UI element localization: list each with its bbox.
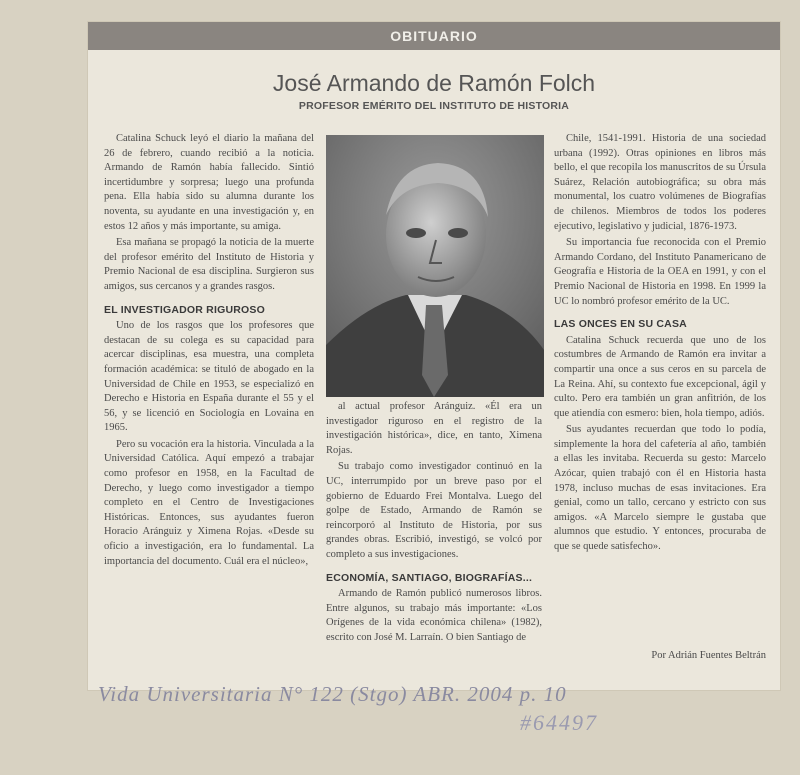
section-heading: ECONOMÍA, SANTIAGO, BIOGRAFÍAS...	[326, 571, 533, 584]
portrait-photo	[326, 135, 544, 397]
paragraph: Catalina Schuck recuerda que uno de los costumbres de Armando de Ramón era invitar a compartir una once a sus ceros en su parcela de La Reina. Ahí, su contexto fue excepcional, ágil y culto. Pero era también un gran anfitrión, de los que atiendía con esmero: bien, hola tiempo, adiós.	[554, 334, 766, 419]
column-middle	[326, 400, 542, 648]
section-banner	[88, 22, 780, 50]
paragraph: Sus ayudantes recuerdan que todo lo podía, simplemente la hora del cafetería al año, también a ellas les invitaba. Recuerda su gesto: Marcelo Azócar, quien trabajó con él en Historia hasta 1978, incluso muchas de esas invitaciones. Era genial, como un tallo, cercano y estricto con sus amigos. «A Marcelo siempre le gustaba que alumnos que estudio. Y entonces, procuraba de que se quede satisfecho».	[554, 424, 766, 553]
article-title: José Armando de Ramón Folch	[272, 70, 596, 96]
section-heading: LAS ONCES EN SU CASA	[554, 318, 687, 331]
column-right	[554, 132, 766, 557]
paragraph: Su importancia fue reconocida con el Premio Armando Cordano, del Instituto Panamericano de Geografía e Historia de la OEA en 1991, y con el Premio Nacional de Historia en 1998. En 1999 la UC lo nombró profesor emérito de la UC.	[554, 237, 766, 307]
handwritten-citation: Vida Universitaria N° 122 (Stgo) ABR. 2004 p. 10	[98, 682, 567, 706]
paragraph: Chile, 1541-1991. Historia de una sociedad urbana (1992). Otras opiniones en libros más bello, el que recopila los manuscritos de su Úrsula Suárez, Relación autobiográfica; su obra más monumental, los cuatro volúmenes de Biografías de chilenos. Miembros de todos los poderes ejecutivo, legislativo y judicial, 1876-1973.	[554, 133, 766, 232]
paragraph: Esa mañana se propagó la noticia de la muerte del profesor emérito del Instituto de Historia y Premio Nacional de esa disciplina. Surgieron sus amigos, sus cercanos y a grandes rasgos.	[104, 237, 314, 292]
handwritten-code: #64497	[520, 710, 598, 735]
section-label: OBITUARIO	[390, 28, 478, 44]
newspaper-clipping	[88, 22, 780, 690]
article-subtitle: PROFESOR EMÉRITO DEL INSTITUTO DE HISTORIA	[298, 100, 570, 112]
paragraph: Armando de Ramón publicó numerosos libros. Entre algunos, su trabajo más importante: «Los Orígenes de la vida económica chilena» (1982), escrito con José M. Larraín. O bien Santiago de	[326, 588, 542, 643]
column-left	[104, 132, 314, 571]
paragraph: Catalina Schuck leyó el diario la mañana del 26 de febrero, cuando recibió a la noticia. Armando de Ramón había fallecido. Sintió incertidumbre y sorpresa; luego una profunda pena. Ella había sido su alumna durante los noventa, su ayudante en una investigación y, en estos 12 años y más importante, su amiga.	[104, 133, 314, 232]
section-heading: EL INVESTIGADOR RIGUROSO	[104, 303, 265, 316]
paragraph: Pero su vocación era la historia. Vinculada a la Universidad Católica. Aquí empezó a trabajar como profesor en 1958, en la Facultad de Derecho, y luego como investigador a tiempo completo en el Centro de Investigaciones Históricas. Entonces, sus ayudantes fueron Horacio Aránguiz y Ximena Rojas. «Desde su oficio a investigación, era lo fundamental. La importancia del documento. Cuál era el núcleo»,	[104, 438, 314, 567]
paragraph: Uno de los rasgos que los profesores que destacan de su colega es su capacidad para acercar disciplinas, esa muestra, una completa formación académica: se tituló de abogado en la Universidad de Chile en 1953, se especializó en Derecho e Historia en España durante el 55 y el 56, y se licenció en Sociología en Lovaina en 1965.	[104, 320, 314, 434]
paragraph: Su trabajo como investigador continuó en la UC, interrumpido por un breve paso por el gobierno de Eduardo Frei Montalva. Luego del golpe de Estado, Armando de Ramón se reincorporó al Instituto de Historia, por sus grandes obras. Escribió, investigó, se volcó por completo a sus investigaciones.	[326, 461, 542, 560]
paragraph: al actual profesor Aránguiz. «Él era un investigador riguroso en el registro de la investigación histórica», dice, en tanto, Ximena Rojas.	[326, 401, 542, 456]
byline: Por Adrián Fuentes Beltrán	[651, 650, 766, 661]
